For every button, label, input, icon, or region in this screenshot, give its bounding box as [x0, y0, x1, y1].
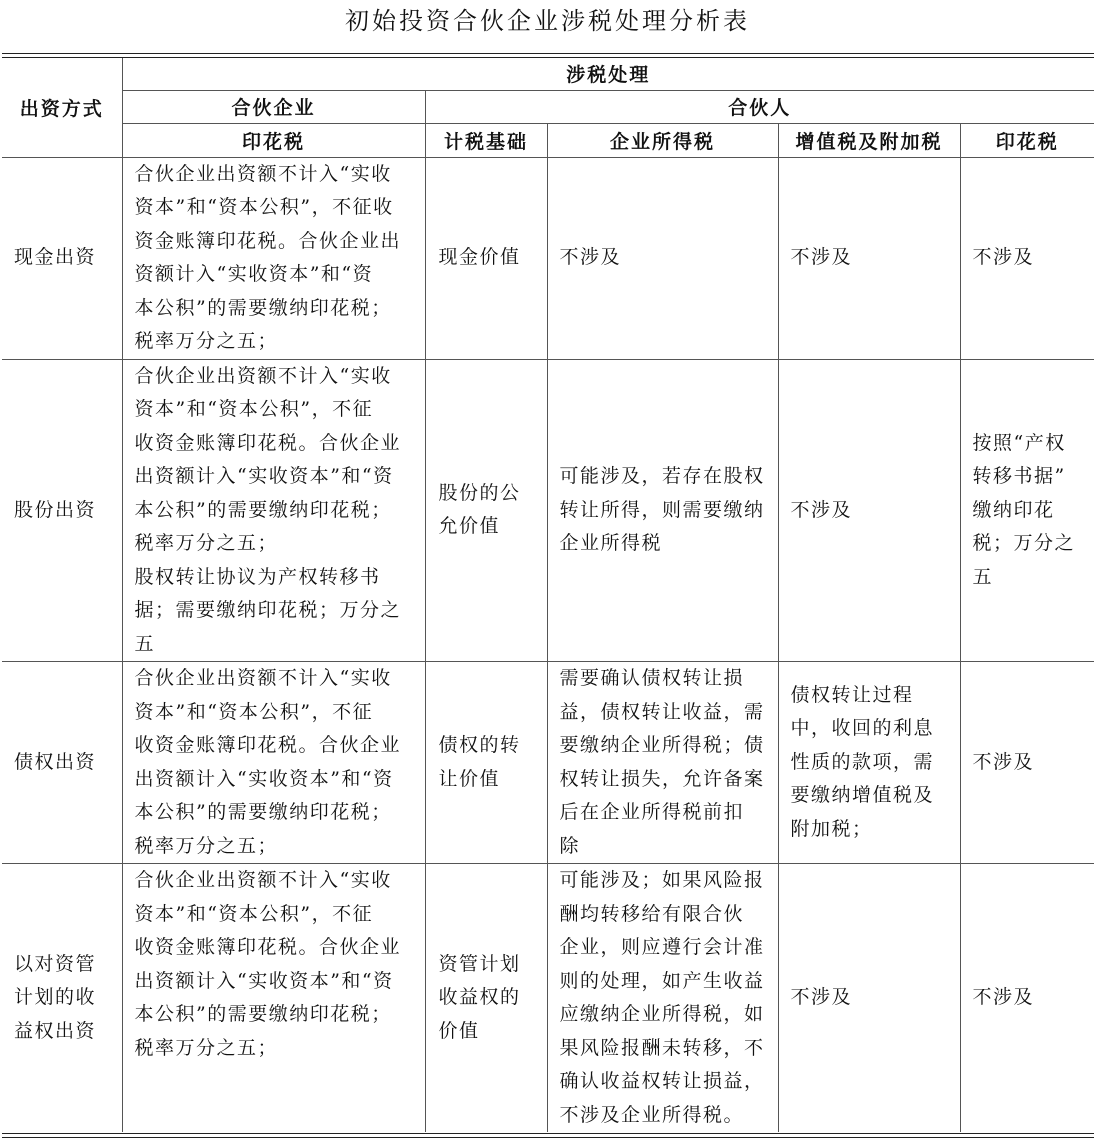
cell-cit [547, 157, 778, 359]
cell-text-line: 出资额计入“实收资本”和“资 [134, 767, 394, 790]
cell-text-line: 股份的公 [438, 481, 521, 504]
cell-text-line: 债权出资 [14, 750, 97, 773]
cell-text-line: 五 [134, 632, 156, 655]
cell-text-line: 按照“产权 [972, 431, 1066, 454]
cell-text-line: 税率万分之五； [134, 330, 279, 352]
cell-text-line: 合伙企业出资额不计入“实收 [134, 364, 392, 387]
cell-stamp-tax-partner [960, 157, 1094, 359]
cell-text-line: 现金价值 [438, 246, 521, 269]
cell-text-line: 收益权的 [438, 986, 521, 1009]
cell-stamp-tax [122, 157, 425, 359]
top-rule-thick [2, 53, 1094, 54]
cell-method [2, 157, 122, 359]
table-row [2, 864, 1094, 1133]
cell-tax-basis [425, 157, 547, 359]
cell-text-line: 合伙企业出资额不计入“实收 [134, 667, 392, 689]
cell-text-line: 确认收益权转让损益， [559, 1070, 765, 1092]
cell-text-line: 转移书据” [972, 465, 1066, 487]
cell-text-line: 债权的转 [438, 734, 521, 756]
cell-text-line: 不涉及 [790, 498, 853, 521]
cell-text-line: 不涉及 [790, 986, 853, 1009]
cell-text-line: 合伙企业出资额不计入“实收 [134, 162, 392, 185]
cell-method [2, 662, 122, 864]
cell-vat [778, 864, 960, 1133]
page-title: 初始投资合伙企业涉税处理分析表 [345, 7, 750, 35]
cell-text-line: 不涉及 [972, 986, 1035, 1009]
cell-text-line: 股权转让协议为产权转移书 [134, 565, 381, 588]
cell-text-line: 缴纳印花 [972, 498, 1055, 521]
header-stamp-tax-partner: 印花税 [960, 123, 1094, 157]
cell-cit [547, 864, 778, 1133]
cell-tax-basis [425, 864, 547, 1133]
cell-text-line: 价值 [438, 1019, 480, 1042]
cell-text-line: 资本”和“资本公积”，不征收 [134, 196, 394, 218]
cell-text-line: 酬均转移给有限合伙 [559, 902, 745, 925]
cell-text-line: 不涉及 [790, 246, 853, 269]
cell-text-line: 要缴纳企业所得税；债 [559, 734, 765, 756]
cell-text-line: 益，债权转让收益，需 [559, 700, 765, 723]
cell-text-line: 出资额计入“实收资本”和“资 [134, 465, 394, 487]
cell-text-line: 本公积”的需要缴纳印花税； [134, 498, 392, 521]
cell-text-line: 现金出资 [14, 246, 97, 269]
cell-cit [547, 359, 778, 662]
cell-text-line: 企业，则应遵行会计准 [559, 936, 765, 958]
cell-text-line: 税率万分之五； [134, 532, 279, 554]
cell-text-line: 股份出资 [14, 498, 97, 521]
cell-tax-basis [425, 359, 547, 662]
cell-text-line: 收资金账簿印花税。合伙企业 [134, 431, 402, 454]
cell-text-line: 资管计划 [438, 952, 521, 975]
cell-text-line: 债权转让过程 [790, 683, 914, 706]
cell-text-line: 应缴纳企业所得税，如 [559, 1003, 765, 1025]
cell-text-line: 允价值 [438, 515, 501, 538]
cell-vat [778, 359, 960, 662]
cell-tax-basis [425, 662, 547, 864]
cell-method [2, 359, 122, 662]
cell-stamp-tax-partner [960, 359, 1094, 662]
cell-text-line: 需要确认债权转让损 [559, 667, 745, 689]
header-vat: 增值税及附加税 [778, 123, 960, 157]
cell-stamp-tax [122, 662, 425, 864]
cell-text-line: 可能涉及；如果风险报 [559, 869, 765, 891]
header-cit: 企业所得税 [547, 123, 778, 157]
cell-text-line: 转让所得，则需要缴纳 [559, 498, 765, 521]
cell-text-line: 收资金账簿印花税。合伙企业 [134, 936, 402, 958]
cell-text-line: 税率万分之五； [134, 834, 279, 857]
cell-text-line: 资本”和“资本公积”，不征 [134, 902, 374, 925]
header-tax-basis: 计税基础 [425, 123, 547, 157]
header-partnership: 合伙企业 [122, 90, 425, 123]
cell-text-line: 不涉及企业所得税。 [559, 1103, 745, 1126]
cell-text-line: 企业所得税 [559, 532, 663, 554]
header-method: 出资方式 [2, 58, 122, 157]
cell-stamp-tax-partner [960, 662, 1094, 864]
cell-text-line: 以对资管 [14, 952, 97, 975]
cell-text-line: 不涉及 [972, 750, 1035, 773]
cell-stamp-tax-partner [960, 864, 1094, 1133]
table-row [2, 662, 1094, 864]
cell-text-line: 不涉及 [559, 246, 622, 269]
cell-text-line: 资额计入“实收资本”和“资 [134, 263, 374, 285]
header-tax-treatment: 涉税处理 [122, 58, 1094, 90]
cell-text-line: 性质的款项，需 [790, 750, 935, 773]
cell-text-line: 资本”和“资本公积”，不征 [134, 398, 374, 420]
cell-text-line: 资本”和“资本公积”，不征 [134, 700, 374, 723]
cell-text-line: 让价值 [438, 767, 501, 790]
cell-text-line: 则的处理，如产生收益 [559, 969, 765, 992]
cell-stamp-tax [122, 864, 425, 1133]
tax-analysis-table [2, 58, 1094, 1132]
cell-text-line: 出资额计入“实收资本”和“资 [134, 969, 394, 992]
cell-text-line: 不涉及 [972, 246, 1035, 269]
cell-text-line: 税；万分之 [972, 532, 1076, 554]
bottom-rule-thin [2, 1133, 1094, 1134]
cell-text-line: 要缴纳增值税及 [790, 784, 935, 807]
cell-text-line: 据；需要缴纳印花税；万分之 [134, 599, 402, 621]
cell-text-line: 附加税； [790, 817, 873, 840]
cell-cit [547, 662, 778, 864]
cell-vat [778, 157, 960, 359]
cell-text-line: 税率万分之五； [134, 1036, 279, 1059]
cell-text-line: 除 [559, 834, 581, 857]
cell-text-line: 后在企业所得税前扣 [559, 801, 745, 823]
header-partner: 合伙人 [425, 90, 1094, 123]
cell-text-line: 可能涉及，若存在股权 [559, 465, 765, 487]
cell-text-line: 资金账簿印花税。合伙企业出 [134, 229, 402, 252]
cell-vat [778, 662, 960, 864]
bottom-rule-thick [2, 1137, 1094, 1138]
cell-text-line: 权转让损失，允许备案 [559, 767, 765, 790]
cell-text-line: 益权出资 [14, 1019, 97, 1042]
cell-text-line: 计划的收 [14, 986, 97, 1009]
cell-method [2, 864, 122, 1133]
cell-stamp-tax [122, 359, 425, 662]
cell-text-line: 合伙企业出资额不计入“实收 [134, 869, 392, 891]
cell-text-line: 收资金账簿印花税。合伙企业 [134, 734, 402, 756]
cell-text-line: 本公积”的需要缴纳印花税； [134, 296, 392, 319]
table-row [2, 359, 1094, 662]
table-row [2, 157, 1094, 359]
cell-text-line: 本公积”的需要缴纳印花税； [134, 801, 392, 823]
cell-text-line: 果风险报酬未转移，不 [559, 1036, 765, 1059]
cell-text-line: 本公积”的需要缴纳印花税； [134, 1003, 392, 1025]
cell-text-line: 中，收回的利息 [790, 717, 935, 740]
header-stamp-tax: 印花税 [122, 123, 425, 157]
cell-text-line: 五 [972, 565, 994, 588]
